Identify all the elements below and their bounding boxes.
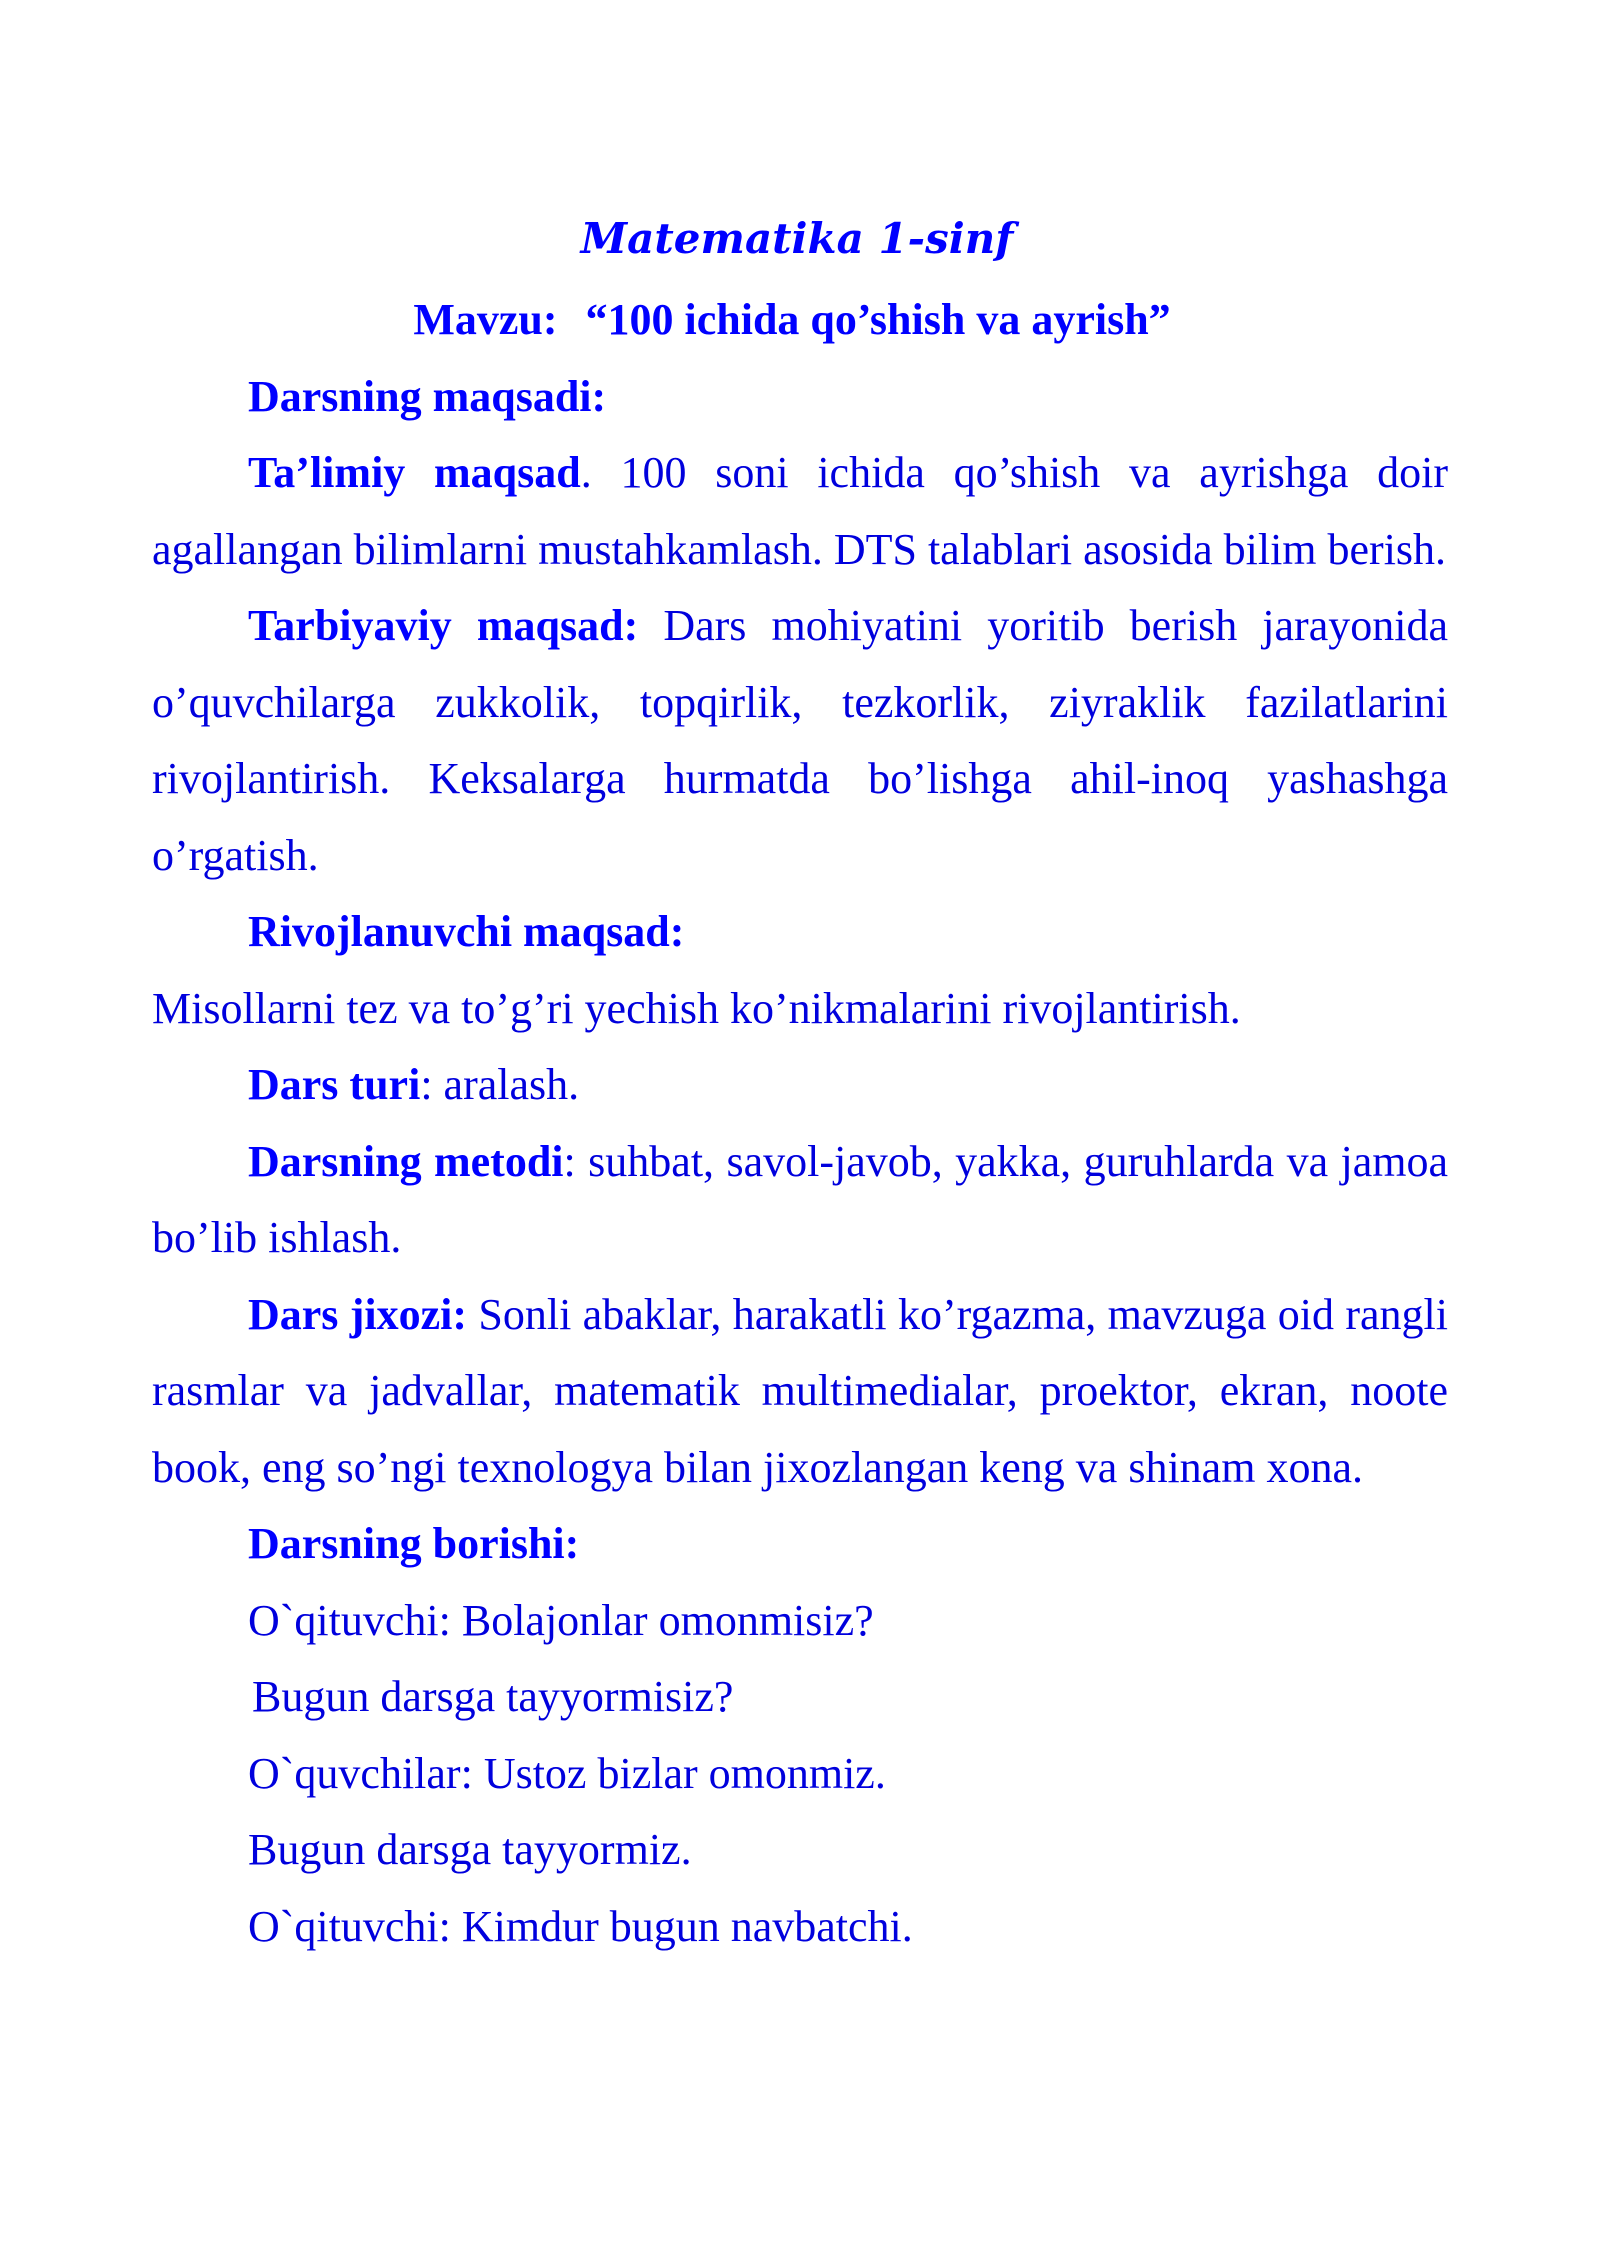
educational-goal-label: Ta’limiy maqsad xyxy=(248,448,581,497)
upbringing-goal-text: Dars mohiyatini yoritib berish jarayonida o’quvchilarga zukkolik, topqirlik, tezkorlik, ziyraklik fazilatlarini rivojlantirish. Keksalarga hurmatda bo’lishga ahil-inoq yashashga o’rgatish. xyxy=(152,601,1448,880)
developmental-goal-label: Rivojlanuvchi maqsad: xyxy=(248,907,685,956)
lesson-equipment-label: Dars jixozi: xyxy=(248,1289,468,1339)
procedure-heading xyxy=(152,1506,1448,1583)
lesson-type-label: Dars turi xyxy=(248,1060,421,1109)
topic-line xyxy=(136,282,1448,359)
topic-label: Mavzu: xyxy=(413,295,558,344)
dialogue-line: O`qituvchi: Bolajonlar omonmisiz? xyxy=(248,1595,874,1645)
lesson-equipment-text: Sonli abaklar, harakatli ko’rgazma, mavzuga oid rangli rasmlar va jadvallar, matematik multimedialar, proektor, ekran, noote book, eng so’ngi texnologya bilan jixozlangan keng va shinam xona. xyxy=(152,1289,1448,1492)
lesson-equipment xyxy=(152,1277,1448,1507)
dialogue-line: O`qituvchi: Kimdur bugun navbatchi. xyxy=(248,1901,913,1951)
topic-value: “100 ichida qo’shish va ayrish” xyxy=(585,295,1171,344)
educational-goal-separator: . xyxy=(580,448,592,497)
educational-goal xyxy=(152,435,1448,588)
dialogue-line: Bugun darsga tayyormisiz? xyxy=(252,1672,734,1721)
dialogue-line: Bugun darsga tayyormiz. xyxy=(248,1825,692,1874)
developmental-goal-heading xyxy=(152,894,1448,971)
document-title: Matematika 1-sinf xyxy=(580,214,1014,263)
lesson-method-label: Darsning metodi xyxy=(248,1136,564,1186)
developmental-goal-text: Misollarni tez va to’g’ri yechish ko’nikmalarini rivojlantirish. xyxy=(152,983,1241,1033)
dialogue-line: O`quvchilar: Ustoz bizlar omonmiz. xyxy=(248,1748,886,1798)
educational-goal-text: 100 soni ichida qo’shish va ayrishga doir agallangan bilimlarni mustahkamlash. DTS talablari asosida bilim berish. xyxy=(152,448,1448,574)
procedure-heading-text: Darsning borishi: xyxy=(248,1519,580,1568)
lesson-type-text: aralash. xyxy=(432,1060,580,1109)
lesson-type-separator: : xyxy=(420,1060,433,1109)
lesson-method-text: suhbat, savol-javob, yakka, guruhlarda va jamoa bo’lib ishlash. xyxy=(152,1136,1449,1262)
lesson-method xyxy=(152,1124,1448,1277)
lesson-type xyxy=(152,1047,1448,1124)
lesson-method-separator: : xyxy=(563,1136,576,1186)
upbringing-goal-label: Tarbiyaviy maqsad: xyxy=(248,601,639,650)
upbringing-goal xyxy=(152,588,1448,894)
document-page xyxy=(152,196,1448,1965)
goals-heading xyxy=(152,359,1448,436)
goals-heading-text: Darsning maqsadi: xyxy=(248,371,607,421)
